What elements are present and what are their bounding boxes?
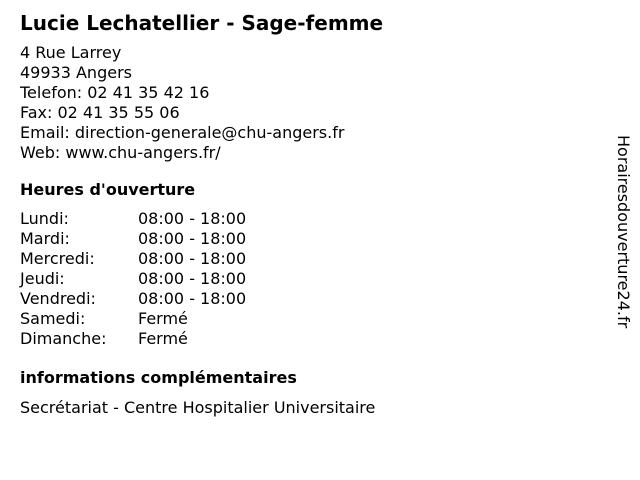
day-label: Dimanche: bbox=[20, 329, 107, 348]
opening-hours-heading: Heures d'ouverture bbox=[20, 180, 196, 199]
fax-line: Fax: 02 41 35 55 06 bbox=[20, 103, 180, 122]
day-label: Lundi: bbox=[20, 209, 69, 228]
time-value: 08:00 - 18:00 bbox=[138, 249, 247, 268]
address-block bbox=[20, 43, 600, 163]
day-label: Samedi: bbox=[20, 309, 86, 328]
time-value: Fermé bbox=[138, 309, 188, 328]
business-card bbox=[20, 10, 600, 418]
hours-row-wednesday bbox=[20, 249, 600, 269]
day-label: Vendredi: bbox=[20, 289, 96, 308]
day-label: Mardi: bbox=[20, 229, 70, 248]
site-watermark: Horairesdouverture24.fr bbox=[614, 135, 633, 329]
time-value: Fermé bbox=[138, 329, 188, 348]
time-value: 08:00 - 18:00 bbox=[138, 269, 247, 288]
hours-row-friday bbox=[20, 289, 600, 309]
hours-row-monday bbox=[20, 209, 600, 229]
time-value: 08:00 - 18:00 bbox=[138, 209, 247, 228]
hours-row-thursday bbox=[20, 269, 600, 289]
hours-row-sunday bbox=[20, 329, 600, 349]
additional-info-text: Secrétariat - Centre Hospitalier Universitaire bbox=[20, 398, 376, 417]
phone-line: Telefon: 02 41 35 42 16 bbox=[20, 83, 210, 102]
city-address: 49933 Angers bbox=[20, 63, 132, 82]
day-label: Mercredi: bbox=[20, 249, 95, 268]
time-value: 08:00 - 18:00 bbox=[138, 229, 247, 248]
additional-info-heading: informations complémentaires bbox=[20, 368, 297, 387]
time-value: 08:00 - 18:00 bbox=[138, 289, 247, 308]
page-title: Lucie Lechatellier - Sage-femme bbox=[20, 11, 384, 35]
street-address: 4 Rue Larrey bbox=[20, 43, 122, 62]
email-line: Email: direction-generale@chu-angers.fr bbox=[20, 123, 345, 142]
hours-row-tuesday bbox=[20, 229, 600, 249]
opening-hours-table bbox=[20, 209, 600, 349]
hours-row-saturday bbox=[20, 309, 600, 329]
web-line: Web: www.chu-angers.fr/ bbox=[20, 143, 221, 162]
day-label: Jeudi: bbox=[20, 269, 65, 288]
